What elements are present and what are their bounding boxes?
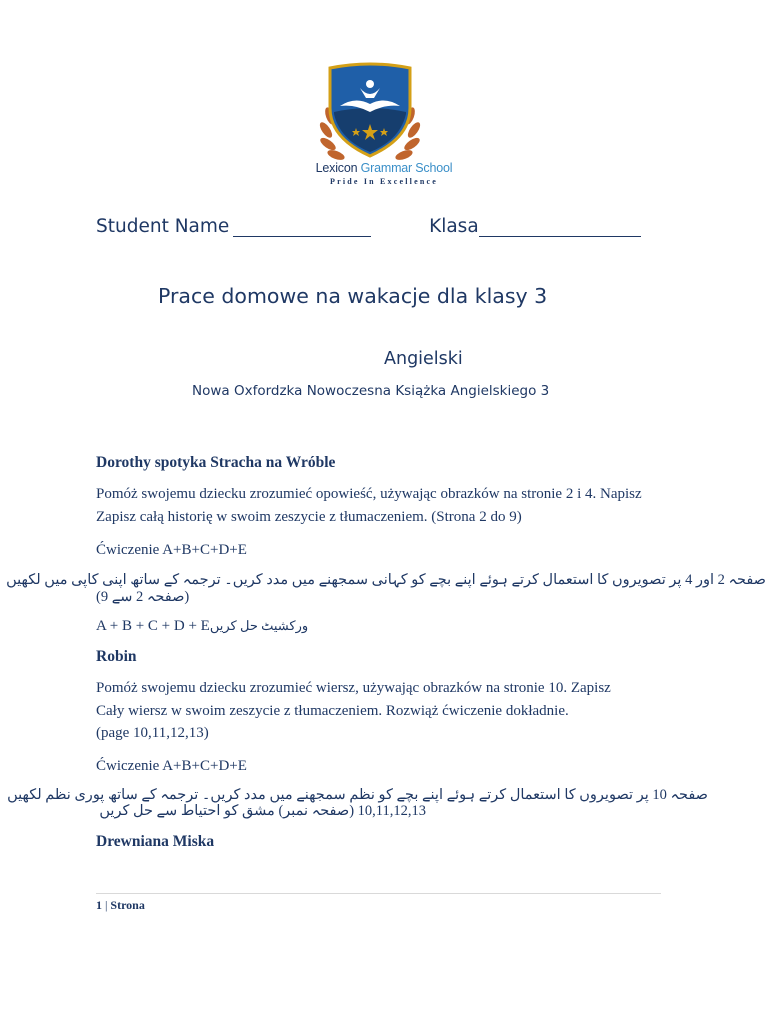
- exercise-label: Ćwiczenie A+B+C+D+E: [96, 542, 247, 558]
- section-instruction: Cały wiersz w swoim zeszycie z tłumaczeniem. Rozwiąż ćwiczenie dokładnie.: [96, 703, 569, 719]
- page-footer: 1 | Strona: [96, 898, 145, 912]
- student-name-blank: [233, 218, 371, 237]
- section-instruction: Pomóż swojemu dziecku zrozumieć wiersz, używając obrazków na stronie 10. Zapisz: [96, 680, 611, 696]
- exercise-label: Ćwiczenie A+B+C+D+E: [96, 758, 247, 774]
- footer-divider: [96, 893, 661, 894]
- urdu-instruction: (صفحہ 2 سے 9): [96, 589, 190, 605]
- section-instruction: (page 10,11,12,13): [96, 725, 209, 741]
- class-blank: [479, 218, 641, 237]
- page-number: 1: [96, 898, 102, 912]
- book-title: Nowa Oxfordzka Nowoczesna Książka Angielskiego 3: [192, 383, 550, 399]
- section-heading: Drewniana Miska: [96, 833, 215, 850]
- student-name-label: Student Name: [96, 216, 230, 237]
- section-heading: Robin: [96, 648, 137, 665]
- section-instruction: Pomóż swojemu dziecku zrozumieć opowieść, używając obrazków na stronie 2 i 4. Napisz: [96, 486, 642, 502]
- subject-heading: Angielski: [384, 349, 463, 369]
- page-title: Prace domowe na wakacje dla klasy 3: [158, 284, 548, 308]
- student-info-row: [96, 216, 641, 237]
- urdu-instruction: 10,11,12,13 (صفحہ نمبر) مشق کو احتیاط سے حل کریں: [99, 803, 426, 819]
- section-heading: Dorothy spotyka Stracha na Wróble: [96, 454, 336, 471]
- class-label: Klasa: [429, 216, 479, 237]
- school-motto: Pride In Excellence: [329, 177, 438, 186]
- exercise-urdu-row: A + B + C + D + Eورکشیٹ حل کریں: [96, 618, 309, 634]
- school-name: Lexicon Grammar School: [315, 161, 453, 175]
- urdu-instruction: صفحہ 10 پر تصویروں کا استعمال کرتے ہوئے اپنے بچے کو نظم سمجھنے میں مدد کریں۔ ترجمہ کے ساتھ پوری نظم لکھیں: [7, 787, 708, 803]
- section-instruction: Zapisz całą historię w swoim zeszycie z tłumaczeniem. (Strona 2 do 9): [96, 509, 522, 525]
- urdu-instruction: صفحہ 2 اور 4 پر تصویروں کا استعمال کرتے ہوئے اپنے بچے کو کہانی سمجھنے میں مدد کریں۔ ترجمہ کے ساتھ اپنی کاپی میں لکھیں: [6, 572, 766, 588]
- page-label: Strona: [110, 898, 145, 912]
